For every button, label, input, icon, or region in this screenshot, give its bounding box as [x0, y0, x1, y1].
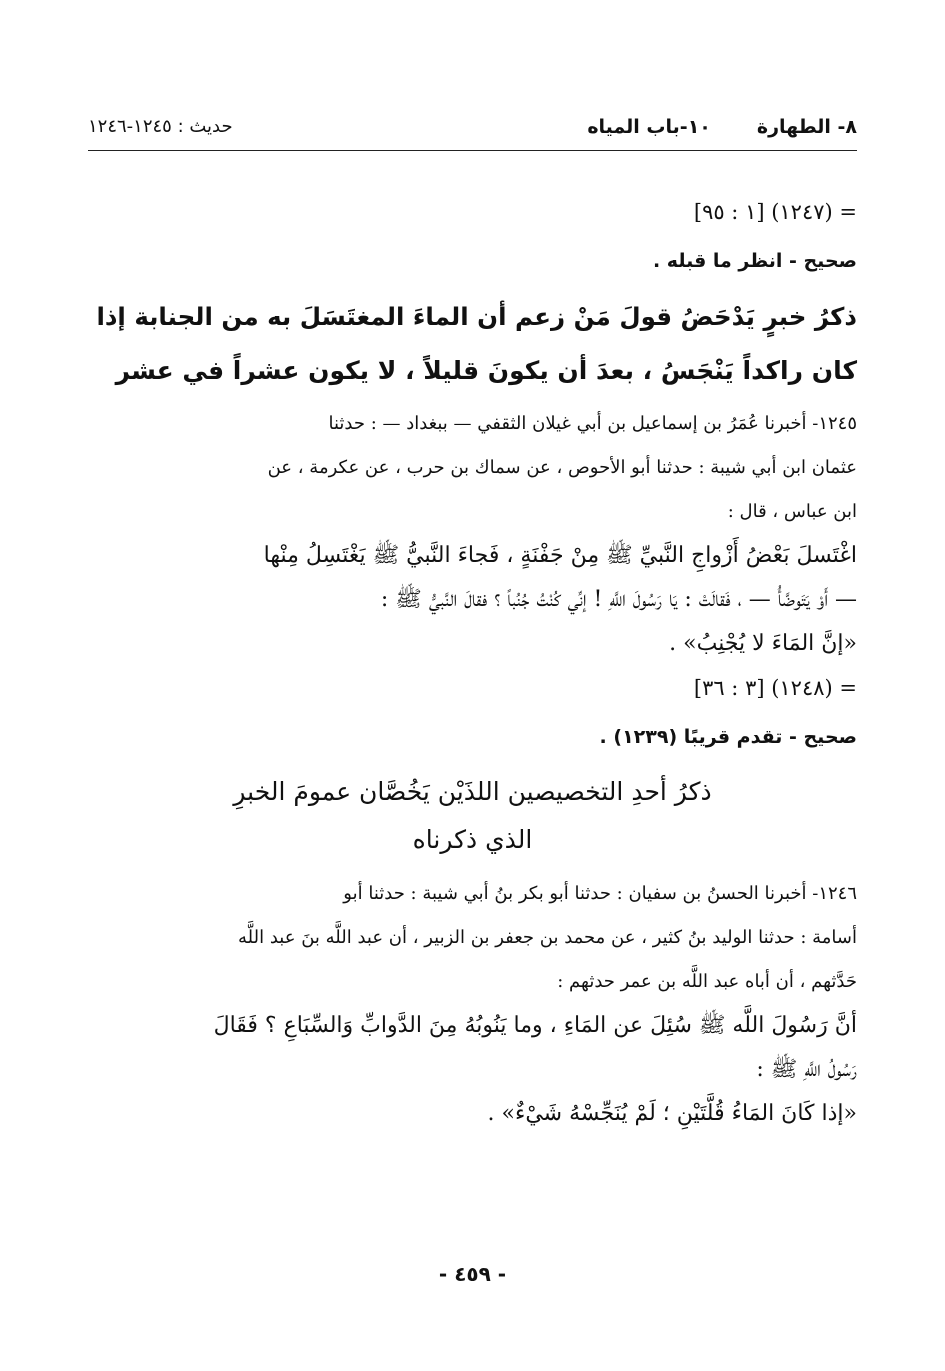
hadith-1-isnad-line-1: ١٢٤٥- أخبرنا عُمَرُ بن إسماعيل بن أبي غيلان الثقفي — ببغداد — : حدثنا: [328, 413, 857, 434]
grading-note-1: صحيح - انظر ما قبله .: [652, 250, 857, 272]
section-heading-2: [88, 768, 857, 864]
cross-reference-2: = (١٢٤٨) [٣ : ٣٦]: [693, 676, 857, 700]
section-heading-2-line-2: الذي ذكرناه: [412, 825, 533, 854]
header-book-title: ٨- الطهارة: [756, 116, 857, 138]
hadith-2-matn-line-2: رَسُولُ اللَّهِ ﷺ :: [756, 1057, 857, 1082]
grading-note-2: صحيح - تقدم قريبًا (١٢٣٩) .: [599, 726, 857, 748]
cross-reference-1: = (١٢٤٧) [١ : ٩٥]: [693, 200, 857, 224]
header-divider: [88, 150, 857, 151]
header-right: [587, 116, 857, 138]
hadith-1-matn-line-1: اغْتَسلَ بَعْضُ أَزْواجِ النَّبيِّ ﷺ مِنْ جَفْنَةٍ ، فَجاءَ النَّبيُّ ﷺ يَغْتَسِلُ مِنْها: [263, 543, 857, 568]
section-heading-2-line-1: ذكرُ أحدِ التخصيصين اللذَيْن يَخُصَّان عمومَ الخبرِ: [233, 777, 712, 806]
hadith-2-isnad-line-3: حَدَّثهم ، أن أباه عبد اللَّه بن عمر حدثهم :: [557, 971, 857, 992]
hadith-1-matn-line-2: — أَوْ يَتَوضَّأُ — ، فَقالَتْ : يَا رَسُولَ اللَّهِ ! إنِّي كُنْتُ جُنُباً ؟ فقالَ النَّبيُّ ﷺ :: [380, 587, 857, 612]
hadith-2-isnad-line-2: أسامة : حدثنا الوليد بنُ كثير ، عن محمد بن جعفر بن الزبير ، أن عبد اللَّه بنَ عبد اللَّه: [238, 927, 857, 948]
hadith-2-matn-line-1: أنَّ رَسُولَ اللَّه ﷺ سُئِلَ عن المَاءِ ، وما يَنُوبُهُ مِنَ الدَّوابِّ وَالسِّبَاعِ ؟ فَقَالَ: [213, 1013, 857, 1038]
page-body: [88, 192, 857, 1138]
hadith-1-isnad-line-2: عثمان ابن أبي شيبة : حدثنا أبو الأحوص ، عن سماك بن حرب ، عن عكرمة ، عن: [267, 457, 857, 478]
hadith-2-isnad-line-1: ١٢٤٦- أخبرنا الحسنُ بن سفيان : حدثنا أبو بكر بنُ أبي شيبة : حدثنا أبو: [343, 883, 857, 904]
section-heading-1-line-1: ذكرُ خبرٍ يَدْحَضُ قولَ مَنْ زعم أن الماءَ المغتَسَلَ به من الجنابة إذا: [96, 302, 857, 331]
page-number: - ٤٥٩ -: [438, 1262, 507, 1286]
hadith-1-matn-line-3: «إنَّ المَاءَ لا يُجْنِبُ» .: [669, 631, 857, 656]
header-chapter-title: ١٠-باب المياه: [587, 116, 711, 138]
hadith-1-isnad-line-3: ابن عباس ، قال :: [727, 501, 857, 522]
hadith-2-matn-line-3: «إذا كَانَ المَاءُ قُلَّتَيْنِ ؛ لَمْ يُنَجِّسْهُ شَيْءٌ» .: [487, 1101, 857, 1126]
header-hadith-range: حديث : ١٢٤٥-١٢٤٦: [88, 116, 233, 137]
running-header: [88, 112, 857, 148]
section-heading-1-line-2: كان راكداً يَنْجَسُ ، بعدَ أن يكونَ قليلاً ، لا يكون عشراً في عشر: [115, 356, 857, 385]
